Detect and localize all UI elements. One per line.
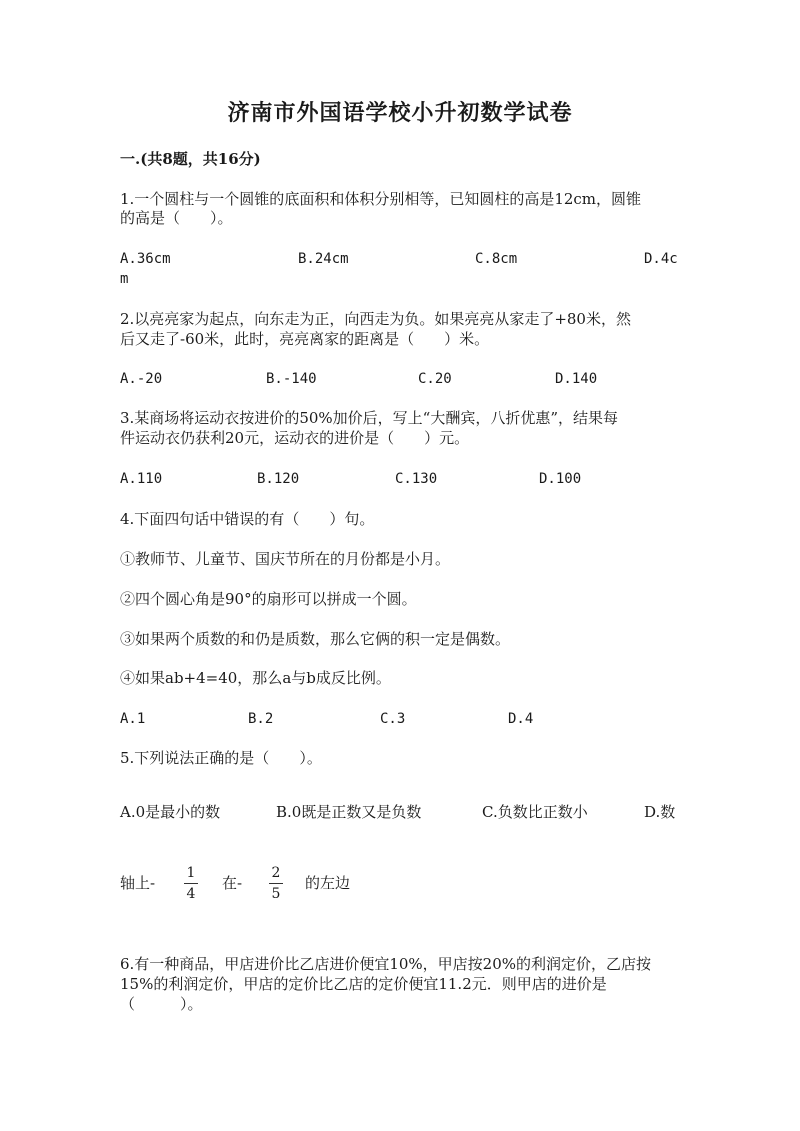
option-d: D.140 (555, 371, 598, 387)
fraction-bar (184, 883, 198, 884)
numerator: 1 (186, 865, 196, 881)
option-b: B.-140 (266, 371, 317, 387)
option-c: C.3 (380, 711, 406, 727)
option-a: A.-20 (120, 371, 163, 387)
option-b: B.2 (248, 711, 274, 727)
option-d: D.4 (508, 711, 534, 727)
question-text: 2.以亮亮家为起点，向东走为正，向西走为负。如果亮亮从家走了+80米，然 (120, 310, 631, 328)
option-a: A.36cm (120, 251, 171, 267)
page-title: 济南市外国语学校小升初数学试卷 (227, 100, 573, 126)
question-text: 4.下面四句话中错误的有（ ）句。 (120, 510, 375, 528)
option-a: A.110 (120, 471, 163, 487)
option-c: C.负数比正数小 (482, 803, 588, 821)
option-b: B.120 (257, 471, 300, 487)
option-a: A.0是最小的数 (120, 803, 221, 821)
section-heading: 一.(共8题，共16分) (120, 150, 261, 168)
numerator: 2 (271, 865, 281, 881)
option-d: D.数 (644, 803, 676, 821)
option-d: D.100 (539, 471, 582, 487)
question-text: 5.下列说法正确的是（ ）。 (120, 749, 322, 767)
fraction-bar (269, 883, 283, 884)
denominator: 4 (186, 886, 196, 902)
question-text: 6.有一种商品，甲店进价比乙店进价便宜10%，甲店按20%的利润定价，乙店按 (120, 955, 651, 973)
question-text: 15%的利润定价，甲店的定价比乙店的定价便宜11.2元．则甲店的进价是 (120, 975, 607, 993)
option-c: C.20 (418, 371, 452, 387)
statement-2: ②四个圆心角是90°的扇形可以拼成一个圆。 (120, 590, 417, 608)
option-d-text: 轴上- (120, 874, 156, 892)
option-d-text: 在- (222, 874, 243, 892)
question-text: 1.一个圆柱与一个圆锥的底面积和体积分别相等，已知圆柱的高是12cm，圆锥 (120, 190, 642, 208)
statement-3: ③如果两个质数的和仍是质数，那么它俩的积一定是偶数。 (120, 630, 511, 648)
fraction-one-quarter (184, 866, 198, 901)
option-d-text: 的左边 (305, 874, 351, 892)
question-text: 3.某商场将运动衣按进价的50%加价后，写上“大酬宾，八折优惠”，结果每 (120, 409, 618, 427)
fraction-two-fifths (269, 866, 283, 901)
question-text: 后又走了-60米，此时，亮亮离家的距离是（ ）米。 (120, 330, 490, 348)
option-d: D.4c (644, 251, 678, 267)
option-a: A.1 (120, 711, 146, 727)
option-b: B.24cm (298, 251, 349, 267)
denominator: 5 (271, 886, 281, 902)
option-b: B.0既是正数又是负数 (276, 803, 422, 821)
question-text: （ ）。 (120, 995, 203, 1013)
option-c: C.8cm (475, 251, 518, 267)
option-c: C.130 (395, 471, 438, 487)
question-text: 件运动衣仍获利20元，运动衣的进价是（ ）元。 (120, 429, 470, 447)
statement-4: ④如果ab+4=40，那么a与b成反比例。 (120, 669, 391, 687)
question-text: 的高是（ ）。 (120, 209, 233, 227)
statement-1: ①教师节、儿童节、国庆节所在的月份都是小月。 (120, 550, 451, 568)
option-d-wrap: m (120, 271, 129, 287)
